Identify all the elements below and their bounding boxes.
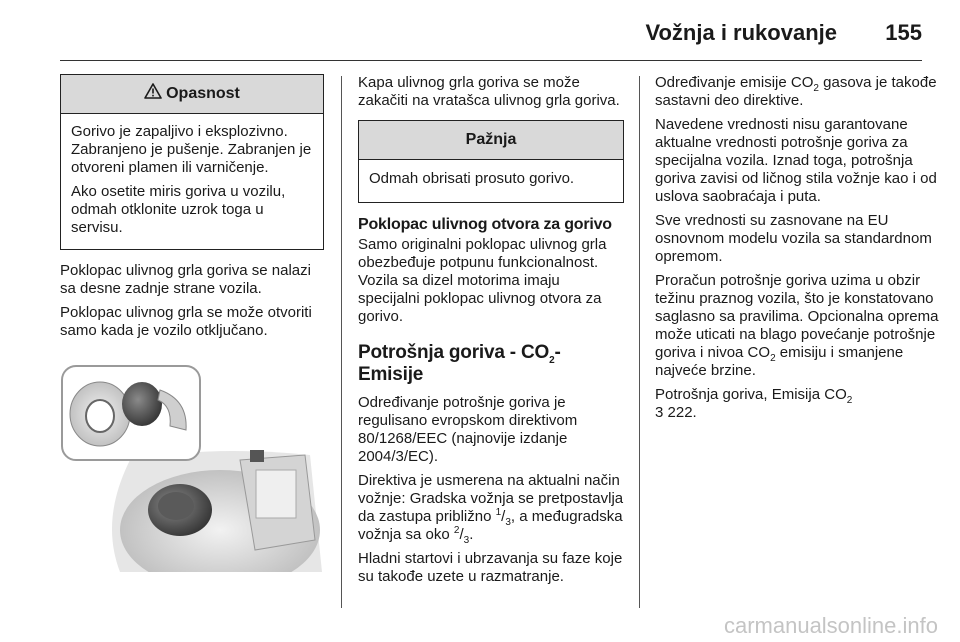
warning-box (60, 74, 324, 250)
body-paragraph: Kapa ulivnog grla goriva se može zakačiti na vratašca ulivnog grla goriva. (358, 74, 620, 109)
body-paragraph: Hladni startovi i ubrzavanja su faze koje su takođe uzete u razmatranje. (358, 550, 623, 585)
body-paragraph: Određivanje potrošnje goriva je regulisano evropskom direktivom 80/1268/EEC (najnovije izdanje 2004/3/EC). (358, 394, 578, 465)
body-paragraph: Direktiva je usmerena na aktualni način vožnje: Gradska vožnja se pretpostavlja da zastupa približno $^1/_3$, a međugradska vožnja sa oko $^2/_3$. (358, 472, 624, 546)
caution-box-title: Pažnja (465, 131, 517, 148)
page-header (60, 18, 922, 58)
column-divider (639, 76, 640, 608)
cross-reference: Potrošnja goriva, Emisija $CO_2$ 3 222. (655, 386, 853, 421)
column-1 (60, 74, 324, 577)
page-number: 155 (885, 20, 922, 45)
column-2 (358, 74, 624, 592)
section-title: Vožnja i rukovanje (645, 20, 837, 45)
warning-paragraph: Gorivo je zapaljivo i eksplozivno. Zabranjeno je pušenje. Zabranjen je otvoreni plamen ili varničenje. (71, 123, 312, 176)
caution-box (358, 120, 624, 203)
fuel-filler-illustration (60, 360, 324, 572)
header-rule (60, 60, 922, 61)
warning-paragraph: Ako osetite miris goriva u vozilu, odmah otklonite uzrok toga u servisu. (71, 183, 286, 236)
caution-box-body (359, 160, 623, 202)
diesel-cap-heading: Poklopac ulivnog otvora za gorivo (358, 216, 612, 233)
reference-arrow-icon: 3 (655, 404, 664, 421)
warning-box-header (61, 75, 323, 114)
fuel-consumption-heading: Potrošnja goriva - $CO_2$-Emisije (358, 342, 561, 385)
body-paragraph: Samo originalni poklopac ulivnog grla obezbeđuje potpunu funkcionalnost. Vozila sa dizel motorima imaju specijalni poklopac ulivnog otvora za gorivo. (358, 236, 607, 325)
body-paragraph: Proračun potrošnje goriva uzima u obzir težinu praznog vozila, što je konstatovano saglasno sa pravilima. Opcionalna oprema može uticati na blago povećanje potrošnje goriva i nivoa $CO_2$ emisiju i smanjene najveće brzine. (655, 272, 939, 379)
warning-box-body (61, 114, 323, 249)
column-3 (655, 74, 945, 428)
caution-text: Odmah obrisati prosuto gorivo. (369, 170, 575, 187)
body-paragraph: Navedene vrednosti nisu garantovane aktualne vrednosti potrošnje goriva za specijalna vozila. Iznad toga, potrošnja goriva zavisi od ličnog stila vožnje kao i od uslova saobraćaja i puta. (655, 116, 937, 205)
reference-link[interactable]: 222. (667, 404, 697, 421)
body-paragraph: Poklopac ulivnog grla goriva se nalazi sa desne zadnje strane vozila. (60, 262, 311, 297)
warning-box-title: Opasnost (166, 85, 240, 102)
caution-box-header (359, 121, 623, 160)
warning-triangle-icon (144, 83, 162, 99)
body-paragraph: Određivanje emisije $CO_2$ gasova je takođe sastavni deo direktive. (655, 74, 937, 109)
body-paragraph: Poklopac ulivnog grla se može otvoriti samo kada je vozilo otključano. (60, 304, 312, 339)
watermark: carmanualsonline.info (723, 613, 938, 638)
body-paragraph: Sve vrednosti su zasnovane na EU osnovnom modelu vozila sa standardnom opremom. (655, 212, 932, 265)
column-divider (341, 76, 342, 608)
